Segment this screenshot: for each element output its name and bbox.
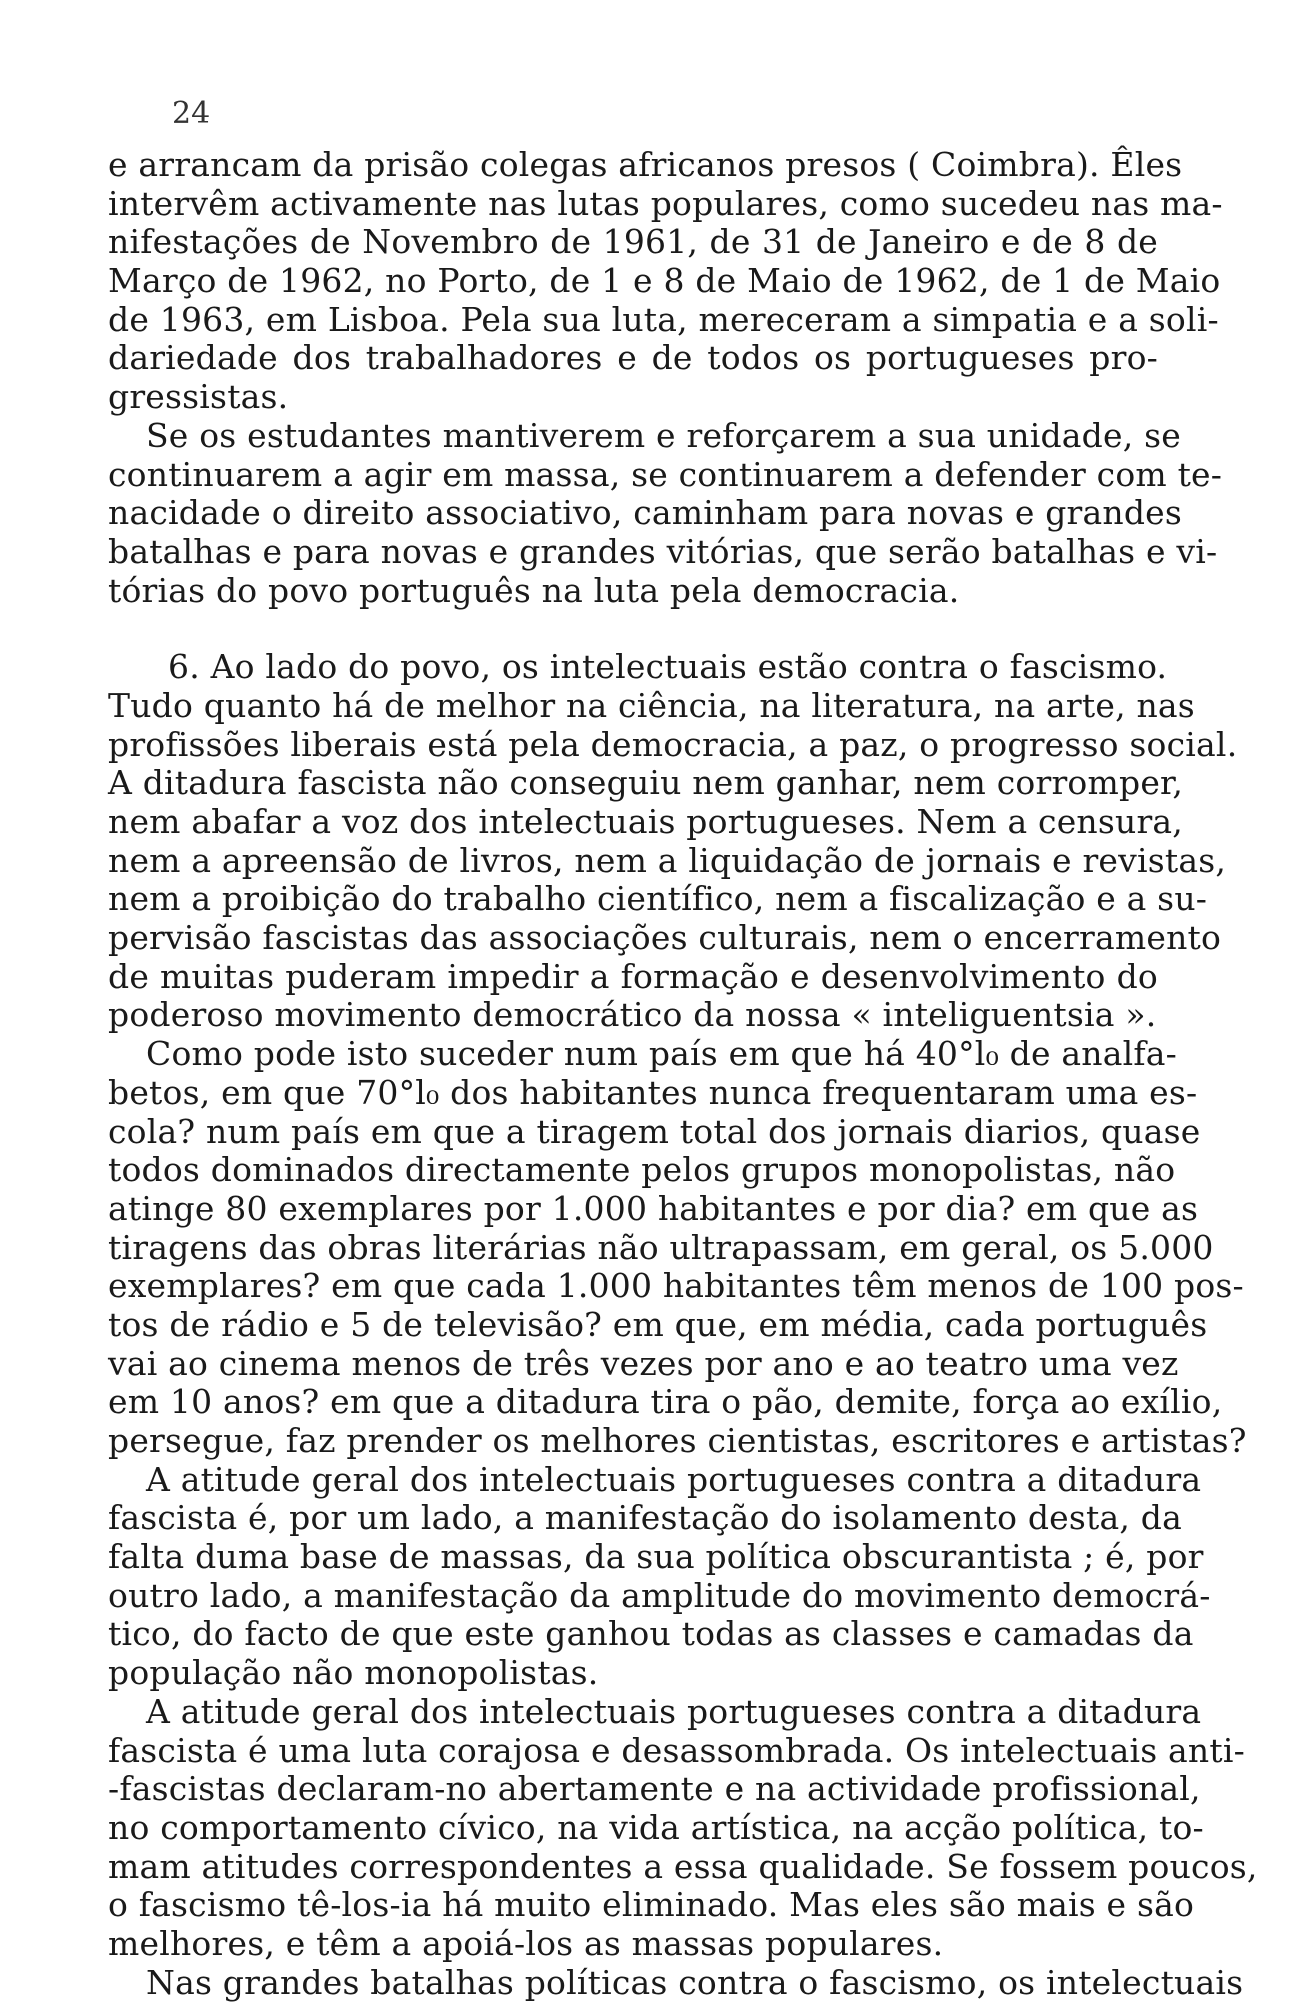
text-line: poderoso movimento democrático da nossa « inteliguentsia ».: [108, 995, 1157, 1035]
text-line: outro lado, a manifestação da amplitude do movimento democrá-: [108, 1575, 1211, 1615]
body-text: [108, 145, 1258, 2002]
text-line: no comportamento cívico, na vida artística, na acção política, to-: [108, 1807, 1204, 1847]
text-line: intervêm activamente nas lutas populares, como sucedeu nas ma-: [108, 183, 1223, 223]
text-line: tos de rádio e 5 de televisão? em que, em média, cada português: [108, 1304, 1208, 1344]
text-line: nem a proibição do trabalho científico, nem a fiscalização e a su-: [108, 879, 1208, 919]
page-number: 24: [172, 96, 211, 131]
text-line: Nas grandes batalhas políticas contra o fascismo, os intelectuais: [146, 1962, 1244, 2002]
text-line: -fascistas declaram-no abertamente e na actividade profissional,: [108, 1769, 1201, 1809]
text-line: nem a apreensão de livros, nem a liquidação de jornais e revistas,: [108, 840, 1227, 880]
text-line: A atitude geral dos intelectuais portugueses contra a ditadura: [146, 1691, 1202, 1731]
section-gap: [108, 610, 1158, 648]
text-line: vai ao cinema menos de três vezes por ano e ao teatro uma vez: [108, 1343, 1179, 1383]
text-line: de muitas puderam impedir a formação e desenvolvimento do: [108, 956, 1158, 996]
text-line: cola? num país em que a tiragem total dos jornais diarios, quase: [108, 1111, 1201, 1151]
text-line: de 1963, em Lisboa. Pela sua luta, mereceram a simpatia e a soli-: [108, 299, 1219, 339]
text-line: betos, em que 70°l₀ dos habitantes nunca frequentaram uma es-: [108, 1072, 1198, 1112]
text-line: A atitude geral dos intelectuais portugueses contra a ditadura: [146, 1459, 1202, 1499]
text-line: continuarem a agir em massa, se continuarem a defender com te-: [108, 454, 1223, 494]
text-line: Tudo quanto há de melhor na ciência, na literatura, na arte, nas: [108, 685, 1195, 725]
text-line: população não monopolistas.: [108, 1653, 599, 1693]
text-line: A ditadura fascista não conseguiu nem ganhar, nem corromper,: [108, 763, 1184, 803]
text-line: Como pode isto suceder num país em que há 40°l₀ de analfa-: [146, 1034, 1178, 1074]
text-line: pervisão fascistas das associações culturais, nem o encerramento: [108, 918, 1222, 958]
text-line: fascista é uma luta corajosa e desassombrada. Os intelectuais anti-: [108, 1730, 1245, 1770]
text-line: profissões liberais está pela democracia, a paz, o progresso social.: [108, 724, 1238, 764]
text-line: gressistas.: [108, 377, 289, 417]
text-line: e arrancam da prisão colegas africanos presos ( Coimbra). Êles: [108, 145, 1183, 184]
text-line: todos dominados directamente pelos grupos monopolistas, não: [108, 1150, 1176, 1190]
text-line: nem abafar a voz dos intelectuais portugueses. Nem a censura,: [108, 802, 1183, 841]
text-line: fascista é, por um lado, a manifestação do isolamento desta, da: [108, 1498, 1182, 1538]
text-line: atinge 80 exemplares por 1.000 habitantes e por dia? em que as: [108, 1188, 1199, 1228]
text-line: o fascismo tê-los-ia há muito eliminado. Mas eles são mais e são: [108, 1885, 1195, 1925]
text-line: tiragens das obras literárias não ultrapassam, em geral, os 5.000: [108, 1227, 1214, 1267]
text-line: Se os estudantes mantiverem e reforçarem a sua unidade, se: [146, 415, 1181, 455]
text-line: falta duma base de massas, da sua política obscurantista ; é, por: [108, 1537, 1204, 1577]
text-line: tico, do facto de que este ganhou todas as classes e camadas da: [108, 1614, 1194, 1654]
text-line: mam atitudes correspondentes a essa qualidade. Se fossem poucos,: [108, 1846, 1258, 1886]
text-line: 6. Ao lado do povo, os intelectuais estão contra o fascismo.: [168, 647, 1168, 687]
text-line: batalhas e para novas e grandes vitórias, que serão batalhas e vi-: [108, 531, 1218, 571]
text-line: exemplares? em que cada 1.000 habitantes têm menos de 100 pos-: [108, 1266, 1244, 1306]
text-line: tórias do povo português na luta pela democracia.: [108, 570, 960, 610]
text-line: em 10 anos? em que a ditadura tira o pão, demite, força ao exílio,: [108, 1382, 1223, 1422]
text-line: nacidade o direito associativo, caminham para novas e grandes: [108, 493, 1183, 533]
text-line: dariedade dos trabalhadores e de todos os portugueses pro-: [108, 338, 1158, 378]
text-line: melhores, e têm a apoiá-los as massas populares.: [108, 1923, 944, 1963]
text-line: persegue, faz prender os melhores cientistas, escritores e artistas?: [108, 1421, 1247, 1460]
text-line: nifestações de Novembro de 1961, de 31 de Janeiro e de 8 de: [108, 222, 1158, 262]
text-line: Março de 1962, no Porto, de 1 e 8 de Maio de 1962, de 1 de Maio: [108, 261, 1221, 301]
